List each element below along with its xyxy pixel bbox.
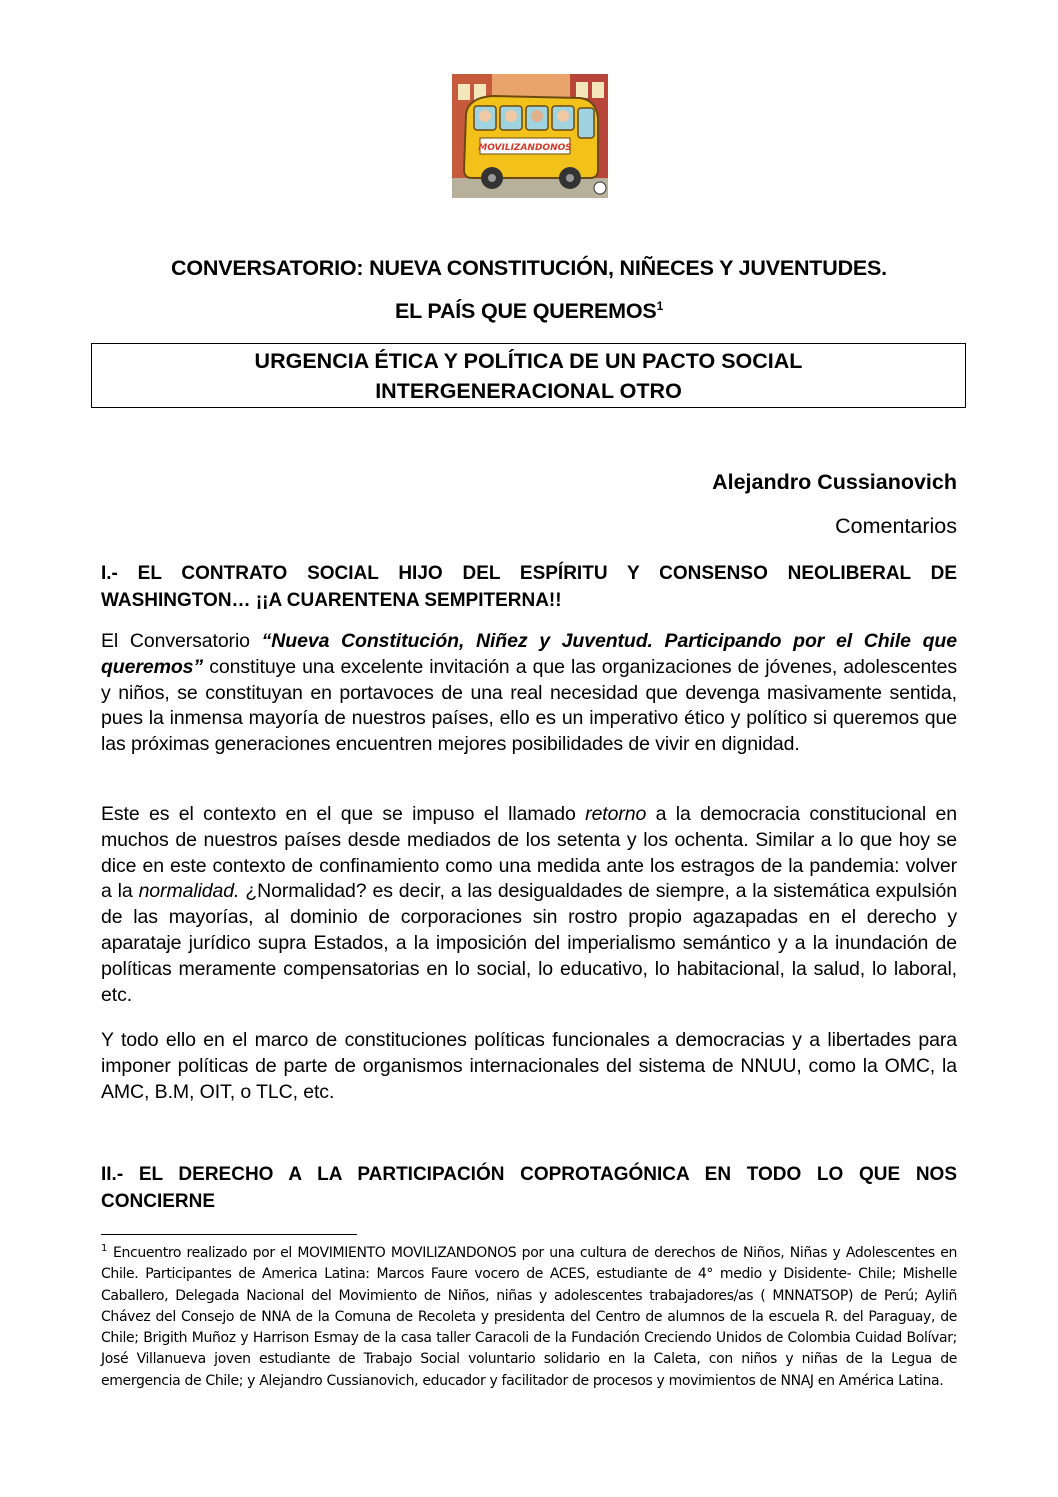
title-line-2: EL PAÍS QUE QUEREMOS bbox=[394, 299, 657, 323]
section-2-heading: II.- EL DERECHO A LA PARTICIPACIÓN COPROTAGÓNICA EN TODO LO QUE NOS CONCIERNE bbox=[101, 1164, 957, 1212]
section-1-heading: I.- EL CONTRATO SOCIAL HIJO DEL ESPÍRITU Y CONSENSO NEOLIBERAL DE WASHINGTON… ¡¡A CUARENTENA SEMPITERNA!! bbox=[101, 563, 957, 611]
title-line-1: CONVERSATORIO: NUEVA CONSTITUCIÓN, NIÑECES Y JUVENTUDES. bbox=[171, 256, 887, 280]
section-1-paragraph-2: Este es el contexto en el que se impuso el llamado retorno a la democracia constitucional en muchos de nuestros países desde mediados de los setenta y los ochenta. Similar a lo que hoy se dice en este contexto de confinamiento como una medida ante los estragos de la pandemia: volver a la normalidad. ¿Normalidad? es decir, a las desigualdades de siempre, a la sistemática expulsión de las mayorías, al dominio de corporaciones sin rostro propio agazapadas en el derecho y aparataje jurídico supra Estados, a la imposición del imperialismo semántico y a la inundación de políticas meramente compensatorias en lo social, lo educativo, lo habitacional, la salud, lo laboral, etc. bbox=[101, 803, 957, 1006]
movilizandonos-bus-logo bbox=[452, 74, 608, 198]
subtitle-comentarios: Comentarios bbox=[835, 514, 957, 538]
conversatorio-title: “Nueva Constitución, Niñez y Juventud. Participando por el Chile que queremos” bbox=[101, 630, 957, 678]
box-line-1: URGENCIA ÉTICA Y POLÍTICA DE UN PACTO SOCIAL bbox=[254, 349, 803, 373]
footnote-number: 1 bbox=[101, 1243, 108, 1255]
footnote bbox=[101, 1243, 957, 1392]
footnote-reference[interactable]: 1 bbox=[656, 298, 664, 313]
box-line-2: INTERGENERACIONAL OTRO bbox=[375, 379, 682, 403]
author-name: Alejandro Cussianovich bbox=[712, 470, 957, 494]
document-title bbox=[60, 256, 998, 281]
footnote-text: Encuentro realizado por el MOVIMIENTO MOVILIZANDONOS por una cultura de derechos de Niños, Niñas y Adolescentes en Chile. Participantes de America Latina: Marcos Faure vocero de ACES, estudiante de 4° medio y Disidente- Chile; Mishelle Caballero, Delegada Nacional del Movimiento de Niños, niñas y adolescentes trabajadores/as ( MNNATSOP) de Perú; Ayliñ Chávez del Consejo de NNA de la Comuna de Recoleta y presidenta del Centro de alumnos de la escuela R. del Paraguay, de Chile; Brigith Muñoz y Harrison Esmay de la casa taller Caracoli de la Fundación Creciendo Unidos de Colombia Cuidad Bolívar; José Villanueva joven estudiante de Trabajo Social voluntario solidario en la Caleta, con niños y niñas de la Legua de emergencia de Chile; y Alejandro Cussianovich, educador y facilitador de procesos y movimientos de NNAJ en América Latina. bbox=[101, 1245, 957, 1389]
section-1-paragraph-1: El Conversatorio “Nueva Constitución, Niñez y Juventud. Participando por el Chile que queremos” constituye una excelente invitación a que las organizaciones de jóvenes, adolescentes y niños, se constituyan en portavoces de una real necesidad que devenga masivamente sentida, pues la inmensa mayoría de nuestros países, ello es un imperativo ético y político si queremos que las próximas generaciones encuentren mejores posibilidades de vivir en dignidad. bbox=[101, 630, 957, 756]
section-1-paragraph-3: Y todo ello en el marco de constituciones políticas funcionales a democracias y a libertades para imponer políticas de parte de organismos internacionales del sistema de NNUU, como la OMC, la AMC, B.M, OIT, o TLC, etc. bbox=[101, 1029, 957, 1103]
footnote-separator bbox=[101, 1234, 357, 1235]
svg-text:MOVILIZANDONOS: MOVILIZANDONOS bbox=[478, 143, 572, 153]
subtitle-box bbox=[91, 343, 966, 408]
document-title-2 bbox=[60, 299, 998, 324]
